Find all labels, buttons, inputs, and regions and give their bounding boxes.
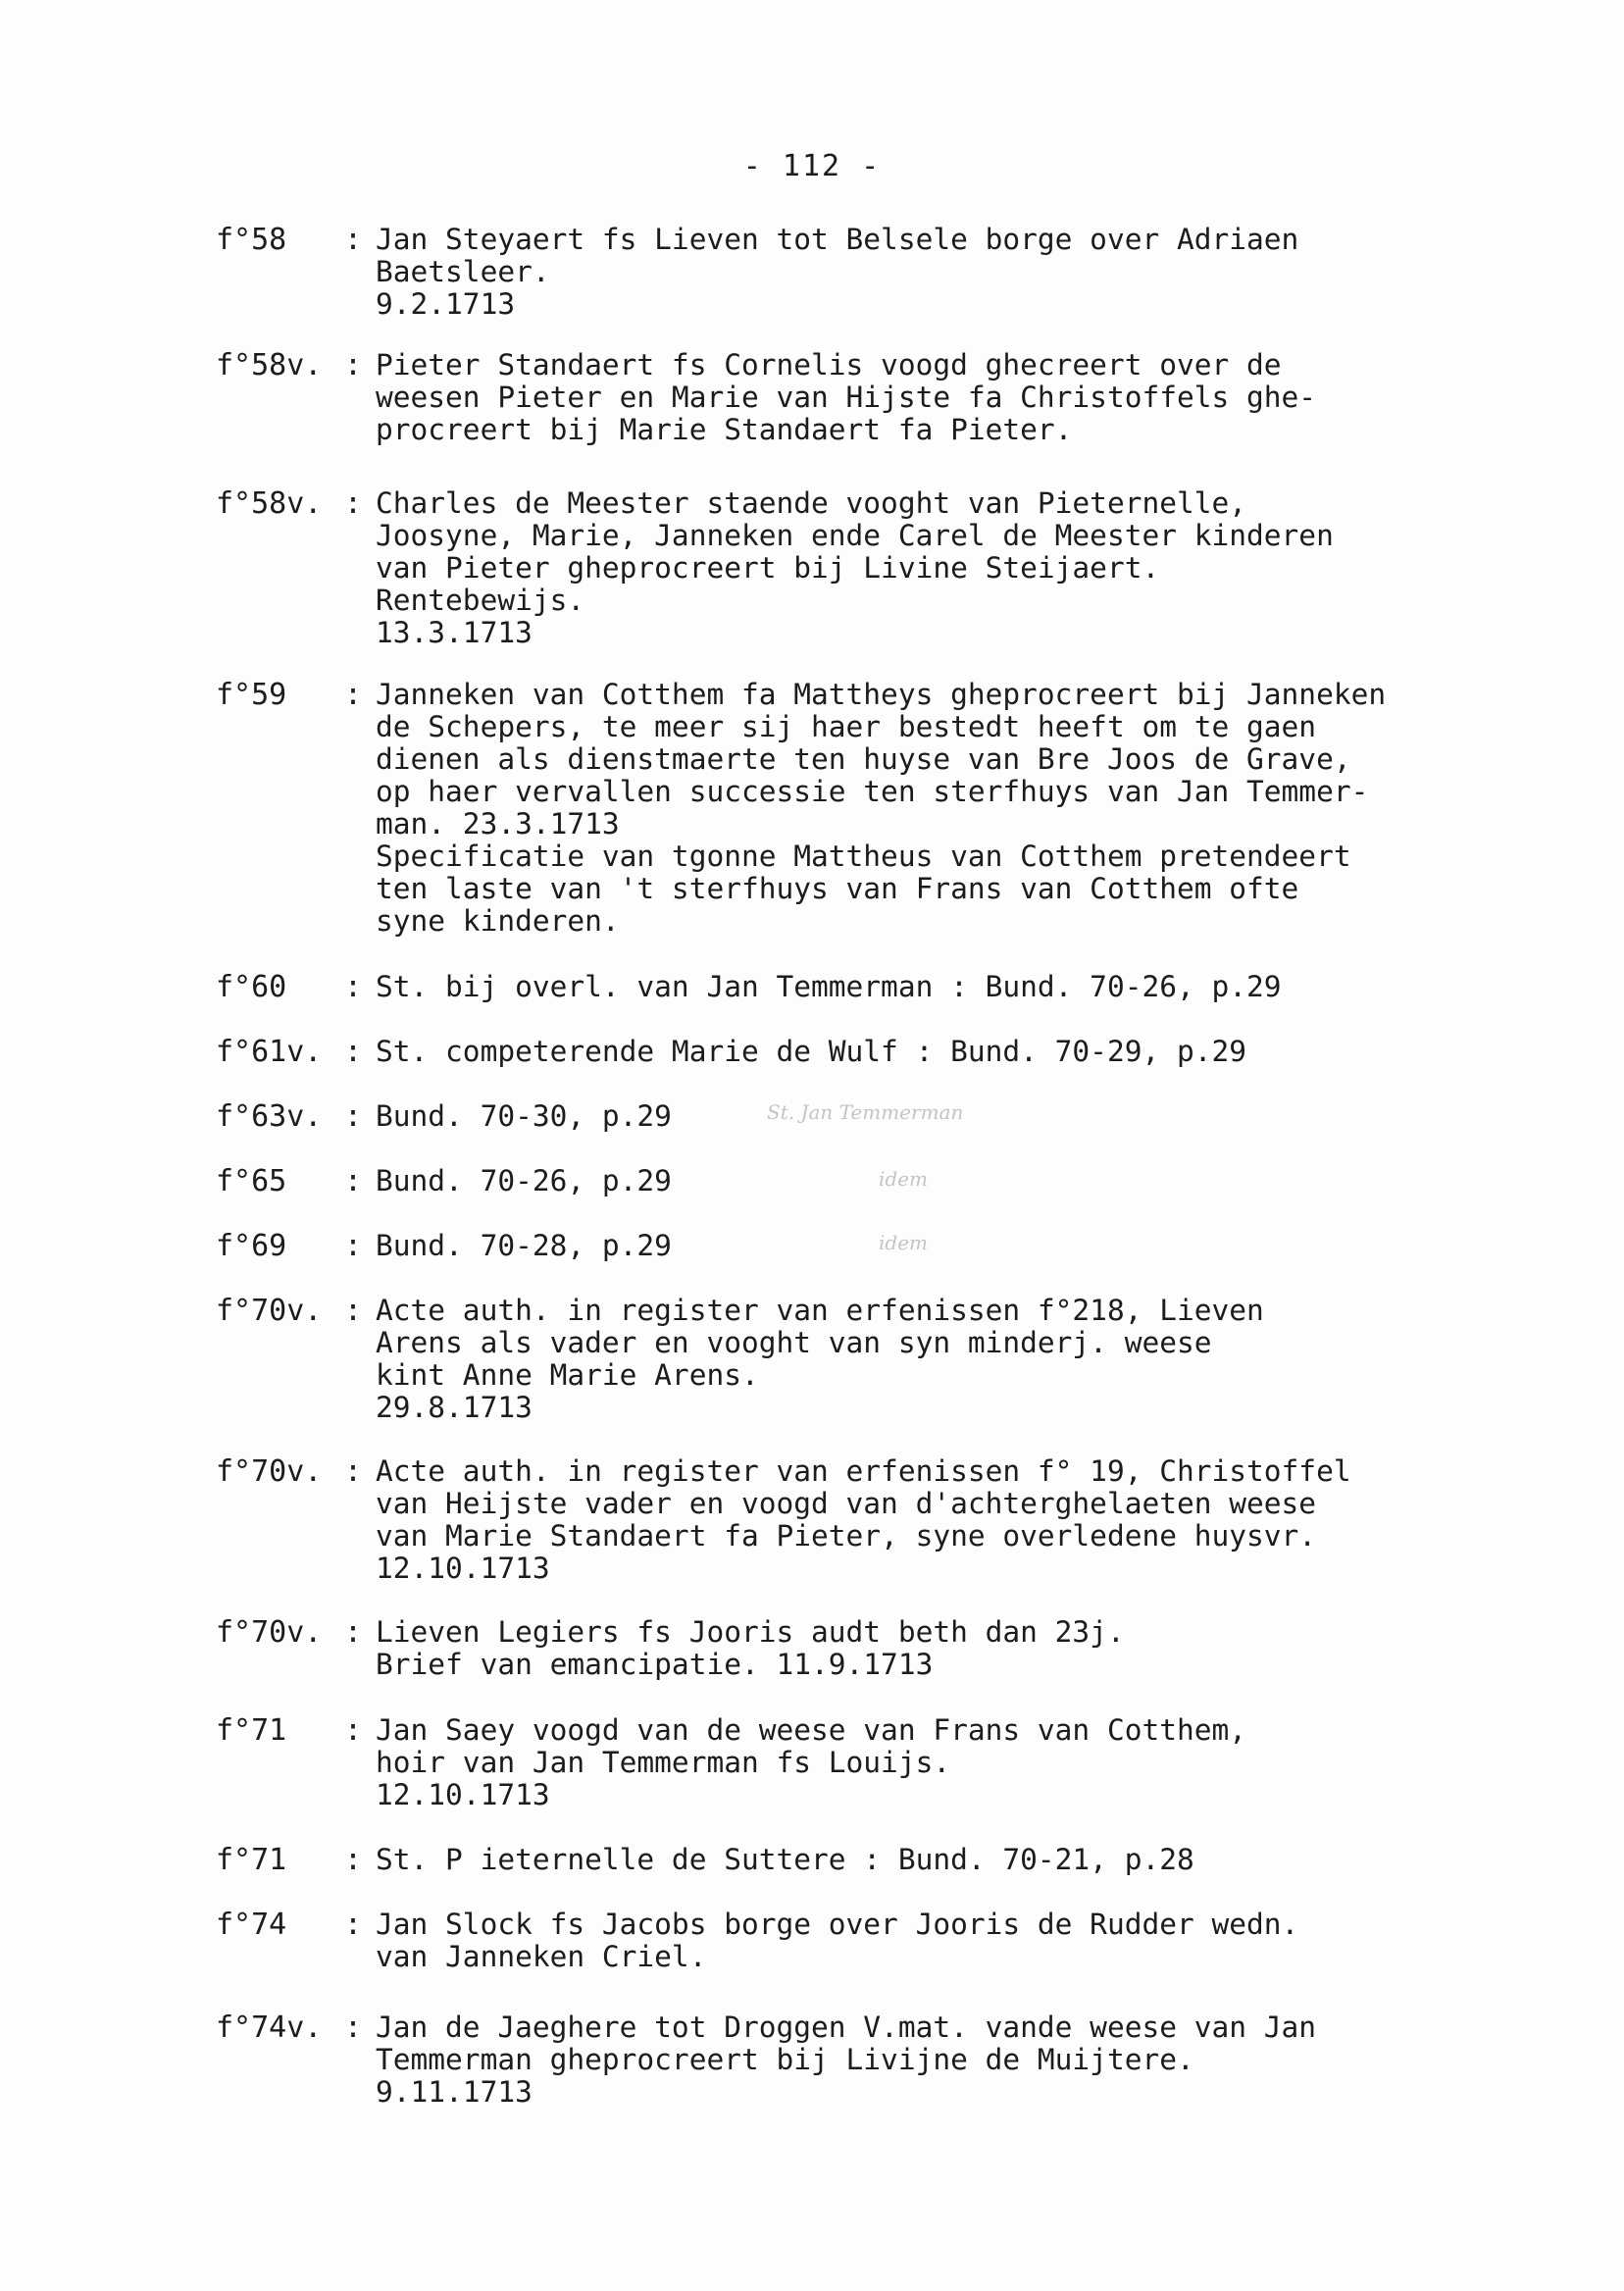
entry-line: Pieter Standaert fs Cornelis voogd ghecreert over de <box>376 348 1282 382</box>
entry-text <box>376 487 1533 649</box>
entry-line: St. competerende Marie de Wulf : Bund. 70-29, p.29 <box>376 1035 1247 1068</box>
entry-line: Jan de Jaeghere tot Droggen V.mat. vande weese van Jan <box>376 2011 1317 2044</box>
pencil-note: St. Jan Temmerman <box>767 1100 964 1124</box>
entry-line: van Heijste vader en voogd van d'achterghelaeten weese <box>376 1487 1317 1520</box>
entry-text <box>376 1616 1533 1681</box>
entry-text <box>376 1844 1533 1876</box>
folio-number: f°74 <box>216 1908 287 1942</box>
entry-line: St. P ieternelle de Suttere : Bund. 70-21, p.28 <box>376 1843 1194 1876</box>
entry-text <box>376 1455 1533 1585</box>
folio-number: f°70v. <box>216 1454 323 1489</box>
entry-line: Jan Slock fs Jacobs borge over Jooris de Rudder wedn. <box>376 1908 1299 1941</box>
folio-number: f°58v. <box>216 348 323 382</box>
entry-line: Lieven Legiers fs Jooris audt beth dan 23j. <box>376 1615 1125 1649</box>
entry-text <box>376 349 1533 446</box>
entry-line: Janneken van Cotthem fa Mattheys gheprocreert bij Janneken <box>376 678 1387 711</box>
folio-number: f°63v. <box>216 1099 323 1134</box>
separator-colon: : <box>343 1908 363 1942</box>
folio-number: f°65 <box>216 1164 287 1198</box>
entry-line: de Schepers, te meer sij haer bestedt heeft om te gaen <box>376 710 1317 743</box>
entry-line: op haer vervallen successie ten sterfhuys van Jan Temmer- <box>376 775 1369 808</box>
entry-line: Acte auth. in register van erfenissen f°218, Lieven <box>376 1294 1264 1327</box>
entry-text <box>376 1036 1533 1068</box>
entry-line: kint Anne Marie Arens. <box>376 1358 759 1392</box>
entry-text <box>376 224 1533 321</box>
entry-line: weesen Pieter en Marie van Hijste fa Christoffels ghe- <box>376 381 1317 414</box>
entry-line: Specificatie van tgonne Mattheus van Cotthem pretendeert <box>376 840 1351 873</box>
page-number: - 112 - <box>742 149 882 183</box>
entry-line: Baetsleer. <box>376 255 550 288</box>
separator-colon: : <box>343 223 363 257</box>
entry-line: van Janneken Criel. <box>376 1940 707 1973</box>
entry-line: hoir van Jan Temmerman fs Louijs. <box>376 1746 951 1779</box>
entry-text <box>376 679 1533 938</box>
entry-line: Arens als vader en vooght van syn minderj. weese <box>376 1326 1212 1359</box>
separator-colon: : <box>343 2011 363 2045</box>
separator-colon: : <box>343 970 363 1004</box>
separator-colon: : <box>343 486 363 521</box>
entry-line: Jan Saey voogd van de weese van Frans van Cotthem, <box>376 1713 1247 1747</box>
pencil-note: idem <box>879 1231 928 1254</box>
entry-line: van Marie Standaert fa Pieter, syne overledene huysvr. <box>376 1519 1317 1553</box>
folio-number: f°60 <box>216 970 287 1004</box>
separator-colon: : <box>343 1294 363 1328</box>
entry-line: 9.2.1713 <box>376 287 516 321</box>
entry-line: Rentebewijs. <box>376 584 585 617</box>
entry-line: syne kinderen. <box>376 904 620 938</box>
folio-number: f°71 <box>216 1713 287 1748</box>
entry-text <box>376 2011 1533 2109</box>
entry-line: 12.10.1713 <box>376 1552 550 1585</box>
separator-colon: : <box>343 1713 363 1748</box>
folio-number: f°58v. <box>216 486 323 521</box>
pencil-note: idem <box>879 1167 928 1191</box>
entry-line: Bund. 70-28, p.29 <box>376 1229 672 1262</box>
entry-line: Charles de Meester staende vooght van Pieternelle, <box>376 486 1247 520</box>
folio-number: f°69 <box>216 1229 287 1263</box>
folio-number: f°59 <box>216 678 287 712</box>
entry-line: van Pieter gheprocreert bij Livine Steijaert. <box>376 551 1160 585</box>
entry-line: ten laste van 't sterfhuys van Frans van Cotthem ofte <box>376 872 1299 905</box>
entry-line: Joosyne, Marie, Janneken ende Carel de Meester kinderen <box>376 519 1334 552</box>
entry-line: 13.3.1713 <box>376 616 533 649</box>
folio-number: f°74v. <box>216 2011 323 2045</box>
folio-number: f°58 <box>216 223 287 257</box>
entry-line: dienen als dienstmaerte ten huyse van Bre Joos de Grave, <box>376 742 1351 776</box>
separator-colon: : <box>343 1099 363 1134</box>
entry-text <box>376 1230 1533 1262</box>
entry-line: man. 23.3.1713 <box>376 807 620 840</box>
entry-line: Jan Steyaert fs Lieven tot Belsele borge over Adriaen <box>376 223 1299 256</box>
entry-line: procreert bij Marie Standaert fa Pieter. <box>376 413 1073 446</box>
separator-colon: : <box>343 348 363 382</box>
separator-colon: : <box>343 1229 363 1263</box>
separator-colon: : <box>343 1035 363 1069</box>
entry-text <box>376 971 1533 1003</box>
entry-line: Temmerman gheprocreert bij Livijne de Muijtere. <box>376 2043 1194 2076</box>
entry-line: 29.8.1713 <box>376 1391 533 1424</box>
entry-text <box>376 1909 1533 1973</box>
separator-colon: : <box>343 1164 363 1198</box>
separator-colon: : <box>343 1615 363 1650</box>
folio-number: f°61v. <box>216 1035 323 1069</box>
separator-colon: : <box>343 1454 363 1489</box>
folio-number: f°70v. <box>216 1294 323 1328</box>
separator-colon: : <box>343 678 363 712</box>
entry-text <box>376 1165 1533 1197</box>
entry-line: St. bij overl. van Jan Temmerman : Bund. 70-26, p.29 <box>376 970 1282 1003</box>
separator-colon: : <box>343 1843 363 1877</box>
entry-line: Acte auth. in register van erfenissen f° 19, Christoffel <box>376 1454 1351 1488</box>
folio-number: f°70v. <box>216 1615 323 1650</box>
entry-line: 12.10.1713 <box>376 1778 550 1811</box>
entry-text <box>376 1295 1533 1424</box>
folio-number: f°71 <box>216 1843 287 1877</box>
entry-text <box>376 1714 1533 1811</box>
entry-line: Bund. 70-30, p.29 <box>376 1099 672 1133</box>
entry-line: 9.11.1713 <box>376 2075 533 2109</box>
entry-line: Brief van emancipatie. 11.9.1713 <box>376 1648 934 1681</box>
entry-line: Bund. 70-26, p.29 <box>376 1164 672 1197</box>
